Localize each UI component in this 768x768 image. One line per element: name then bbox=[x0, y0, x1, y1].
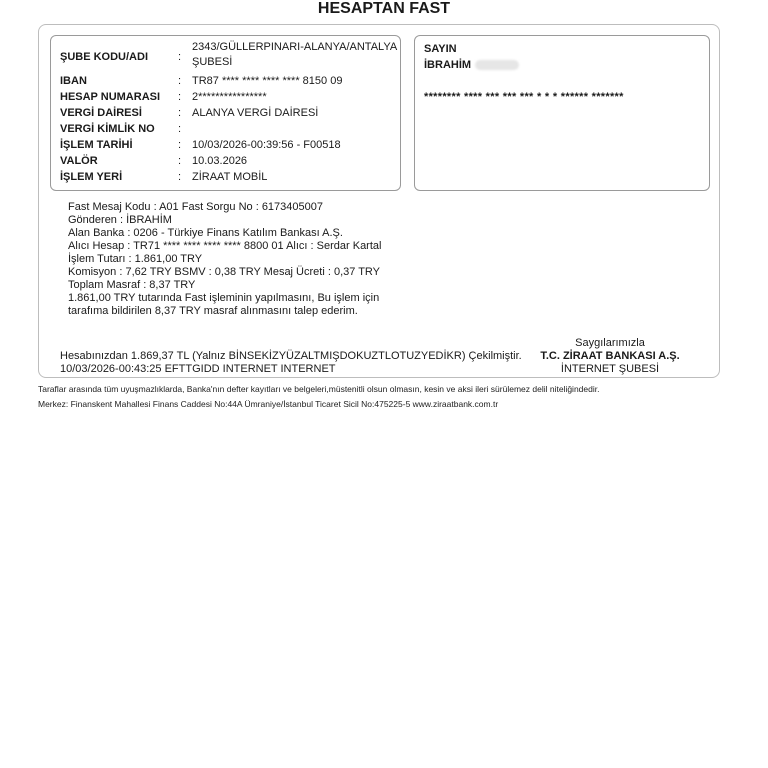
message-line: tarafıma bildirilen 8,37 TRY masraf alınmasını talep ederim. bbox=[68, 305, 358, 317]
field-label: VERGİ DAİRESİ bbox=[60, 107, 142, 119]
withdrawal-summary bbox=[60, 350, 522, 376]
field-label: VERGİ KİMLİK NO bbox=[60, 123, 155, 135]
field-value: 10/03/2026-00:39:56 - F00518 bbox=[192, 139, 341, 151]
document-title: HESAPTAN FAST bbox=[317, 0, 451, 17]
field-value: 2**************** bbox=[192, 91, 267, 103]
recipient-name: İBRAHİM bbox=[424, 59, 472, 71]
message-line: Toplam Masraf : 8,37 TRY bbox=[68, 279, 196, 291]
field-label: İŞLEM YERİ bbox=[60, 171, 123, 183]
field-value: 2343/GÜLLERPINARI-ALANYA/ANTALYA ŞUBESİ bbox=[192, 41, 397, 68]
legal-disclaimer: Taraflar arasında tüm uyuşmazlıklarda, Banka'nın defter kayıtları ve belgeleri,müstenitli olsun olmasın, kesin ve aksi ileri sürülemez delil niteliğindedir. bbox=[38, 384, 600, 394]
company-address: Merkez: Finanskent Mahallesi Finans Caddesi No:44A Ümraniye/İstanbul Ticaret Sicil No:475225-5 www.ziraatbank.com.tr bbox=[38, 399, 499, 409]
fast-message-block bbox=[68, 201, 381, 318]
masked-address: ******** **** *** *** *** * * * ****** ******* bbox=[424, 91, 624, 103]
field-label: VALÖR bbox=[60, 155, 98, 167]
signature-branch: İNTERNET ŞUBESİ bbox=[560, 363, 660, 375]
signature-bank: T.C. ZİRAAT BANKASI A.Ş. bbox=[540, 350, 680, 362]
message-line: Alan Banka : 0206 - Türkiye Finans Katılım Bankası A.Ş. bbox=[68, 227, 343, 239]
message-line: Gönderen : İBRAHİM bbox=[68, 214, 172, 226]
field-value: TR87 **** **** **** **** 8150 09 bbox=[192, 75, 343, 87]
message-line: Alıcı Hesap : TR71 **** **** **** **** 8800 01 Alıcı : Serdar Kartal bbox=[68, 240, 382, 252]
summary-line: Hesabınızdan 1.869,37 TL (Yalnız BİNSEKİZYÜZALTMIŞDOKUZTLOTUZYEDİKR) Çekilmiştir. bbox=[60, 350, 522, 362]
message-line: Komisyon : 7,62 TRY BSMV : 0,38 TRY Mesaj Ücreti : 0,37 TRY bbox=[68, 266, 381, 278]
message-line: 1.861,00 TRY tutarında Fast işleminin yapılmasını, Bu işlem için bbox=[68, 292, 380, 304]
field-label: HESAP NUMARASI bbox=[60, 91, 161, 103]
field-label: IBAN bbox=[60, 75, 87, 87]
field-value: ZİRAAT MOBİL bbox=[192, 171, 268, 183]
signature-block bbox=[530, 337, 690, 376]
field-label: İŞLEM TARİHİ bbox=[60, 139, 133, 151]
field-value: ALANYA VERGİ DAİRESİ bbox=[192, 107, 319, 119]
salutation: SAYIN bbox=[424, 43, 457, 55]
summary-line: 10/03/2026-00:43:25 EFTTGIDD INTERNET INTERNET bbox=[60, 363, 336, 375]
message-line: İşlem Tutarı : 1.861,00 TRY bbox=[68, 253, 203, 265]
field-value: 10.03.2026 bbox=[192, 155, 248, 167]
recipient-name-row bbox=[424, 57, 519, 73]
field-label: ŞUBE KODU/ADI bbox=[60, 51, 149, 63]
message-line: Fast Mesaj Kodu : A01 Fast Sorgu No : 6173405007 bbox=[68, 201, 323, 213]
redacted-surname bbox=[475, 60, 519, 70]
signature-greeting: Saygılarımızla bbox=[575, 337, 645, 349]
